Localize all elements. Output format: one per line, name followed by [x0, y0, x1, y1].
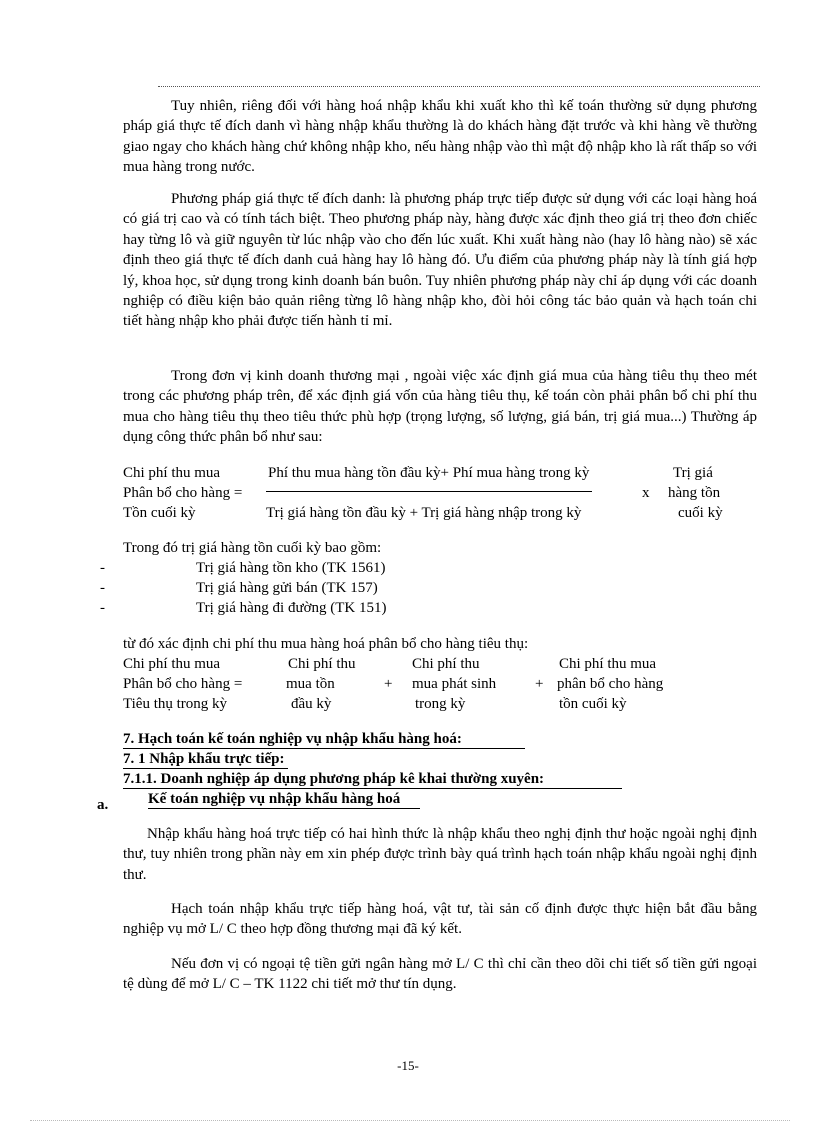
- list-marker: a.: [97, 797, 109, 813]
- formula-numerator: Phí thu mua hàng tồn đầu kỳ+ Phí mua hàng trong kỳ: [268, 465, 590, 481]
- list-item: Trị giá hàng gửi bán (TK 157): [196, 580, 378, 596]
- plus-sign: +: [384, 676, 393, 692]
- formula2-col4: tồn cuối kỳ: [559, 696, 627, 712]
- list-item: Trị giá hàng đi đường (TK 151): [196, 600, 387, 616]
- formula2-col2: Chi phí thu: [288, 656, 356, 672]
- formula2-col3: Chi phí thu: [412, 656, 480, 672]
- bullet: -: [100, 600, 105, 616]
- item-heading: Kế toán nghiệp vụ nhập khẩu hàng hoá: [148, 791, 401, 807]
- bullet: -: [100, 560, 105, 576]
- plus-sign: +: [535, 676, 544, 692]
- section-heading: 7. Hạch toán kế toán nghiệp vụ nhập khẩu hàng hoá:: [123, 731, 462, 747]
- paragraph: Trong đơn vị kinh doanh thương mại , ngoài việc xác định giá mua của hàng tiêu thụ theo mét trong các phương pháp trên, để xác định giá vốn của hàng tiêu thụ, kế toán còn phải phân bổ chi phí thu mua cho hàng tiêu thụ theo tiêu thức phù hợp (trọng lượng, số lượng, giá bán, trị giá mua...) Thường áp dụng công thức phân bổ như sau:: [123, 368, 757, 446]
- formula2-col3: mua phát sinh: [412, 676, 497, 692]
- formula-right-line-2: hàng tồn: [668, 485, 721, 501]
- formula2-col4: Chi phí thu mua: [559, 656, 657, 672]
- paragraph: Nếu đơn vị có ngoại tệ tiền gửi ngân hàng mở L/ C thì chỉ cần theo dõi chi tiết số tiền gửi ngoại tệ dùng để mở L/ C – TK 1122 chi tiết mở thư tín dụng.: [123, 956, 757, 993]
- footer-rule: [30, 1120, 790, 1121]
- formula2-intro: từ đó xác định chi phí thu mua hàng hoá phân bổ cho hàng tiêu thụ:: [123, 636, 529, 652]
- paragraph: Nhập khẩu hàng hoá trực tiếp có hai hình thức là nhập khẩu theo nghị định thư hoặc ngoài nghị định thư, tuy nhiên trong phần này em xin phép được trình bày quá trình hạch toán nhập khẩu ngoài nghị định thư.: [123, 826, 757, 883]
- header-rule: [158, 86, 760, 87]
- inventory-intro: Trong đó trị giá hàng tồn cuối kỳ bao gồm:: [123, 540, 382, 556]
- formula-right-line-1: Trị giá: [673, 465, 713, 481]
- formula2-col2: đầu kỳ: [291, 696, 332, 712]
- fraction-bar: [266, 491, 592, 492]
- formula2-col1: Tiêu thụ trong kỳ: [123, 696, 228, 712]
- times-sign: x: [642, 485, 650, 501]
- formula-right-line-3: cuối kỳ: [678, 505, 723, 521]
- formula2-col2: mua tồn: [286, 676, 335, 692]
- paragraph: Tuy nhiên, riêng đối với hàng hoá nhập khẩu khi xuất kho thì kế toán thường sử dụng phương pháp giá thực tế đích danh vì hàng nhập khẩu thường là do khách hàng đặt trước và khi hàng về thường giao ngay cho khách hàng chứ không nhập kho, nếu hàng nhập vào thì mật độ nhập kho là rất thấp so với mua hàng trong nước.: [123, 98, 757, 176]
- formula2-col3: trong kỳ: [415, 696, 466, 712]
- subsection-heading: 7. 1 Nhập khẩu trực tiếp:: [123, 751, 285, 767]
- paragraph: Phương pháp giá thực tế đích danh: là phương pháp trực tiếp được sử dụng với các loại hàng hoá có giá trị cao và có tính tách biệt. Theo phương pháp này, hàng được xác định theo giá trị theo đơn chiếc hay từng lô và giữ nguyên từ lúc nhập vào cho đến lúc xuất. Khi xuất hàng nào (hay lô hàng nào) sẽ xác định theo giá thực tế đích danh cuả hàng hay lô hàng đó. Ưu điểm của phương pháp này là tính giá hợp lý, khoa học, sử dụng trong kinh doanh bán buôn. Tuy nhiên phương pháp này chỉ áp dụng với các doanh nghiệp có điều kiện bảo quản riêng từng lô hàng nhập kho, đòi hỏi công tác bảo quản và hạch toán chi tiết hàng nhập kho phải được tiến hành tỉ mỉ.: [123, 191, 757, 330]
- bullet: -: [100, 580, 105, 596]
- subsubsection-heading: 7.1.1. Doanh nghiệp áp dụng phương pháp kê khai thường xuyên:: [123, 771, 545, 787]
- formula2-col1: Chi phí thu mua: [123, 656, 221, 672]
- page-number: -15-: [397, 1058, 419, 1073]
- paragraph: Hạch toán nhập khẩu trực tiếp hàng hoá, vật tư, tài sản cố định được thực hiện bắt đầu bằng nghiệp vụ mở L/ C theo hợp đồng thương mại đã ký kết.: [123, 901, 757, 938]
- formula2-col1: Phân bổ cho hàng =: [123, 676, 243, 692]
- formula-denominator: Trị giá hàng tồn đầu kỳ + Trị giá hàng nhập trong kỳ: [266, 505, 582, 521]
- list-item: Trị giá hàng tồn kho (TK 1561): [196, 560, 386, 576]
- formula-left-line-2: Phân bổ cho hàng =: [123, 485, 243, 501]
- formula-left-line-3: Tồn cuối kỳ: [123, 505, 196, 521]
- formula-left-line-1: Chi phí thu mua: [123, 465, 221, 481]
- formula2-col4: phân bổ cho hàng: [557, 676, 664, 692]
- heading-underline: [148, 808, 420, 809]
